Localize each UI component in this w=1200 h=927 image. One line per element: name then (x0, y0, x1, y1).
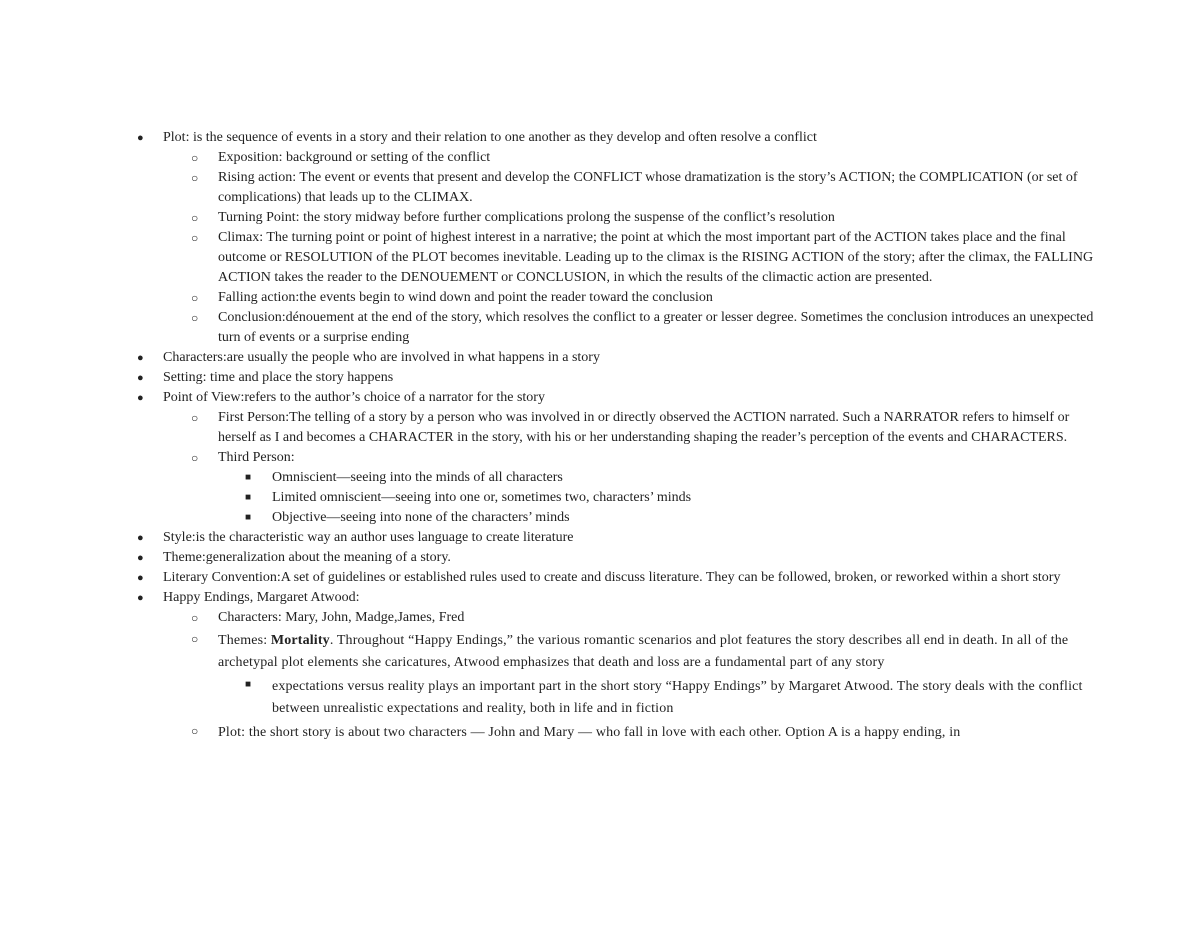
square-bullet-icon: ■ (245, 512, 252, 523)
list-item-first-person (163, 408, 1095, 448)
list-item-conclusion (163, 308, 1095, 348)
he-themes-label: Themes: (218, 633, 271, 648)
bullet-icon: ● (137, 372, 144, 384)
list-item-happy-endings (135, 588, 1095, 744)
list-item-objective (163, 508, 1095, 528)
list-item-plot (135, 128, 1095, 348)
theme-text: Theme:generalization about the meaning of a story. (163, 550, 451, 565)
he-plot-text: Plot: the short story is about two characters — John and Mary — who fall in love with each other. Option A is a happy ending, in (218, 725, 961, 740)
point-of-view-sublist (163, 408, 1095, 468)
circle-bullet-icon: ○ (191, 231, 199, 245)
he-themes-bold: Mortality (270, 633, 330, 648)
bullet-icon: ● (137, 132, 144, 144)
circle-bullet-icon: ○ (191, 311, 199, 325)
list-item-point-of-view (135, 388, 1095, 528)
bullet-icon: ● (137, 572, 144, 584)
falling-action-text: Falling action:the events begin to wind down and point the reader toward the conclusion (218, 290, 713, 305)
circle-bullet-icon: ○ (191, 451, 199, 465)
list-item-expectations (163, 674, 1095, 720)
he-themes-rest: . Throughout “Happy Endings,” the various romantic scenarios and plot features the story describes all end in death. In all of the archetypal plot elements she caricatures, Atwood emphasizes that death and loss are a fundamental part of any story (218, 633, 1069, 670)
bullet-icon: ● (137, 532, 144, 544)
list-item-climax (163, 228, 1095, 288)
third-person-sublist (163, 468, 1095, 528)
happy-endings-sublist-2 (163, 720, 1095, 744)
characters-text: Characters:are usually the people who are involved in what happens in a story (163, 350, 600, 365)
list-item-literary-convention (135, 568, 1095, 588)
exposition-text: Exposition: background or setting of the conflict (218, 150, 491, 165)
list-item-he-plot (163, 720, 1095, 744)
rising-action-text: Rising action: The event or events that present and develop the CONFLICT whose dramatization is the story’s ACTION; the COMPLICATION (or set of complications) that leads up to the CLIMAX. (218, 170, 1078, 205)
circle-bullet-icon: ○ (191, 611, 199, 625)
bullet-icon: ● (137, 392, 144, 404)
he-characters-text: Characters: Mary, John, Madge,James, Fred (218, 610, 465, 625)
circle-bullet-icon: ○ (191, 632, 199, 646)
omniscient-text: Omniscient—seeing into the minds of all characters (272, 470, 563, 485)
point-of-view-text: Point of View:refers to the author’s choice of a narrator for the story (163, 390, 545, 405)
turning-point-text: Turning Point: the story midway before further complications prolong the suspense of the conflict’s resolution (218, 210, 835, 225)
list-item-exposition (163, 148, 1095, 168)
bullet-icon: ● (137, 352, 144, 364)
bullet-icon: ● (137, 552, 144, 564)
limited-omniscient-text: Limited omniscient—seeing into one or, sometimes two, characters’ minds (272, 490, 692, 505)
first-person-text: First Person:The telling of a story by a person who was involved in or directly observed the ACTION narrated. Such a NARRATOR refers to himself or herself as I and becomes a CHARACTER in the story, with his or her understanding shaping the reader’s perception of the events and CHARACTERS. (218, 410, 1070, 445)
happy-endings-sublist (163, 608, 1095, 674)
list-item-he-themes (163, 628, 1095, 674)
third-person-text: Third Person: (218, 450, 295, 465)
circle-bullet-icon: ○ (191, 411, 199, 425)
bullet-icon: ● (137, 592, 144, 604)
outline-list (135, 128, 1095, 744)
list-item-third-person (163, 448, 1095, 468)
list-item-falling-action (163, 288, 1095, 308)
list-item-theme (135, 548, 1095, 568)
square-bullet-icon: ■ (245, 492, 252, 503)
list-item-rising-action (163, 168, 1095, 208)
list-item-he-characters (163, 608, 1095, 628)
circle-bullet-icon: ○ (191, 151, 199, 165)
plot-text: Plot: is the sequence of events in a story and their relation to one another as they develop and often resolve a conflict (163, 130, 817, 145)
list-item-limited-omniscient (163, 488, 1095, 508)
conclusion-text: Conclusion:dénouement at the end of the story, which resolves the conflict to a greater or lesser degree. Sometimes the conclusion introduces an unexpected turn of events or a surprise ending (218, 310, 1094, 345)
style-text: Style:is the characteristic way an author uses language to create literature (163, 530, 574, 545)
expectations-text: expectations versus reality plays an important part in the short story “Happy Endings” by Margaret Atwood. The story deals with the conflict between unrealistic expectations and reality, both in life and in fiction (272, 679, 1083, 716)
plot-sublist (163, 148, 1095, 348)
happy-endings-text: Happy Endings, Margaret Atwood: (163, 590, 360, 605)
setting-text: Setting: time and place the story happens (163, 370, 394, 385)
themes-sublist (163, 674, 1095, 720)
square-bullet-icon: ■ (245, 679, 252, 690)
list-item-turning-point (163, 208, 1095, 228)
list-item-setting (135, 368, 1095, 388)
circle-bullet-icon: ○ (191, 211, 199, 225)
list-item-characters (135, 348, 1095, 368)
literary-convention-text: Literary Convention:A set of guidelines or established rules used to create and discuss literature. They can be followed, broken, or reworked within a short story (163, 570, 1061, 585)
climax-text: Climax: The turning point or point of highest interest in a narrative; the point at which the most important part of the ACTION takes place and the final outcome or RESOLUTION of the PLOT becomes inevitable. Leading up to the climax is the RISING ACTION of the story; after the climax, the FALLING ACTION takes the reader to the DENOUEMENT or CONCLUSION, in which the results of the climactic action are presented. (218, 230, 1094, 285)
objective-text: Objective—seeing into none of the characters’ minds (272, 510, 570, 525)
square-bullet-icon: ■ (245, 472, 252, 483)
circle-bullet-icon: ○ (191, 724, 199, 738)
circle-bullet-icon: ○ (191, 291, 199, 305)
list-item-omniscient (163, 468, 1095, 488)
list-item-style (135, 528, 1095, 548)
circle-bullet-icon: ○ (191, 171, 199, 185)
